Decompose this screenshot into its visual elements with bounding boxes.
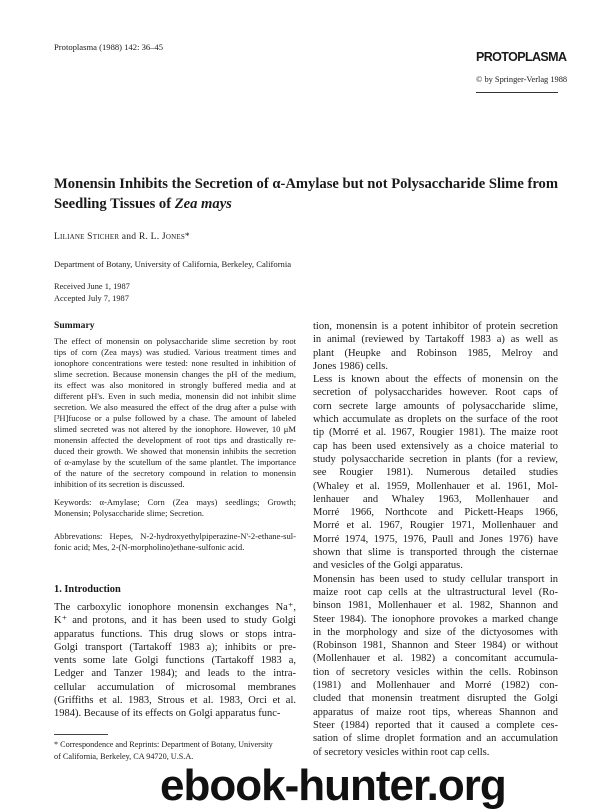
journal-citation: Protoplasma (1988) 142: 36–45 [54, 42, 164, 52]
text-line: Morré 1966, Northcote and Pickett-Heaps 1966, [313, 507, 558, 519]
text-line: * Correspondence and Reprints: Department of Botany, University [54, 740, 273, 749]
text-line: secretion of polysaccharides however. Root caps of [313, 387, 558, 399]
text-line: Steer 1984). The ionophore provokes a marked change [313, 613, 558, 625]
copyright: © by Springer-Verlag 1988 [476, 75, 568, 84]
article-title [54, 174, 558, 214]
text-line: K⁺ and protons, and it has been used to study Golgi [54, 615, 296, 627]
text-line: Steer (1984) reported that it caused a complete ces- [313, 719, 558, 731]
text-line: The effect of monensin on polysaccharide slime secretion by root [54, 336, 296, 346]
title-text: Seedling Tissues of [54, 196, 175, 212]
text-line: vents some late Golgi functions (Tartakoff 1983 a, [54, 655, 296, 667]
affiliation: Department of Botany, University of California, Berkeley, California [54, 259, 292, 269]
keywords [54, 497, 296, 519]
text-line: corn secrete large amounts of polysaccharide slime, [313, 400, 558, 412]
text-line: apparatus of maize root tips, whereas Shannon and [313, 706, 558, 718]
summary-text [54, 336, 296, 490]
text-line: Monensin has been used to study cellular transport in [313, 573, 558, 585]
text-line: lenhauer and Whaley 1963, Mollenhauer and [313, 493, 558, 505]
text-line: Abbrevations: Hepes, N-2-hydroxyethylpiperazine-N'-2-ethane-sul- [54, 531, 296, 541]
author: Liliane Sticher [54, 231, 120, 242]
text-line: fonic acid; Mes, 2-(N-morpholino)ethane-sulfonic acid. [54, 542, 245, 552]
footnote-rule [54, 734, 108, 735]
abbreviations [54, 531, 296, 553]
text-line: (Robinson 1981, Shannon and Steer 1984) or without [313, 640, 558, 652]
text-line: Keywords: α-Amylase; Corn (Zea mays) seedlings; Growth; [54, 497, 296, 507]
text-line: its effect was also monitored in strongly buffered media and at [54, 380, 296, 390]
text-line: of secretory vesicles within root cap cells. [313, 746, 490, 758]
text-line: slimed secreted was not altered by the ionophore. However, 10 μM [54, 424, 296, 434]
text-line: of the nature of the secretory compound in relation to monensin [54, 468, 296, 478]
header-rule [476, 92, 558, 93]
text-line: tip (Morré et al. 1967, Rougier 1981). The maize root [313, 427, 558, 439]
text-line: see Rougier 1981). Numerous detailed studies [313, 467, 558, 479]
text-line: The carboxylic ionophore monensin exchanges Na⁺, [54, 602, 296, 613]
text-line: slime secretion. Because monensin changes the pH of the medium, [54, 369, 296, 379]
text-line: 1984). Because of its effects on Golgi apparatus func- [54, 708, 281, 720]
text-line: shown that slime is transported through the cisternae [313, 547, 558, 559]
text-line: ionophore concentrations were tested: none resulted in inhibition of [54, 358, 296, 368]
text-line: secretion. We also measured the effect of the drug after a pulse with [54, 402, 296, 412]
accepted-date: Accepted July 7, 1987 [54, 294, 129, 303]
text-line: (Whaley et al. 1959, Mollenhauer et al. 1961, Mol- [313, 480, 558, 492]
text-line: duced their growth. We showed that monensin inhibits the secretion [54, 446, 296, 456]
text-line: cluded that monensin treatment disrupted the Golgi [313, 693, 558, 705]
text-line: in the morphology and size of the dictyosomes with [313, 626, 558, 638]
text-line: in animal (reviewed by Tartakoff 1983 a) as well as [313, 334, 558, 346]
text-line: Morré et al. 1967, Rougier 1971, Mollenhauer and [313, 520, 558, 532]
text-line: tion, monensin is a potent inhibitor of protein secretion [313, 321, 558, 332]
text-line: which accumulate as droplets on the surface of the root [313, 414, 558, 426]
text-line: and vesicles of the Golgi apparatus. [313, 560, 463, 572]
text-line: monensin affected the development of root tips and drastically re- [54, 435, 296, 445]
text-line: inhibition of its secretion is discussed. [54, 479, 185, 489]
right-column-text [313, 320, 558, 759]
dates [54, 281, 130, 305]
received-date: Received June 1, 1987 [54, 282, 130, 291]
text-line: different pH's. Even in such media, monensin did not inhibit slime [54, 391, 296, 401]
text-line: Jones 1986) cells. [313, 360, 388, 372]
text-line: tion of secretory vesicles within the cells. Robinson [313, 666, 558, 678]
text-line: (1981) and Mollenhauer and Morré (1982) con- [313, 680, 558, 692]
text-line: Less is known about the effects of monensin on the [313, 374, 558, 386]
text-line: study polysaccharide secretion in plants (for a review, [313, 453, 558, 465]
text-line: sation of slime droplet formation and an accumulation [313, 733, 558, 745]
author-conjunction: and [119, 231, 139, 242]
text-line: maize root cap cells at the ultrastructural level (Ro- [313, 586, 558, 598]
author: R. L. Jones* [138, 231, 190, 242]
text-line: apparatus functions. This drug slows or stops intra- [54, 628, 296, 640]
authors [54, 231, 190, 242]
text-line: tips of corn (Zea mays) was studied. Various treatment times and [54, 347, 296, 357]
text-line: (Mollenhauer et al. 1982) a concomitant accumula- [313, 653, 558, 665]
text-line: of α-amylase by the scutellum of the same plantlet. The importance [54, 457, 296, 467]
text-line: cap has been used extensively as a choice material to [313, 440, 558, 452]
introduction-text [54, 601, 296, 721]
footnote [54, 739, 296, 763]
text-line: cellular accumulation of microsomal membranes [54, 681, 296, 693]
title-line [54, 194, 558, 214]
title-line: Monensin Inhibits the Secretion of α-Amylase but not Polysaccharide Slime from [54, 176, 558, 192]
text-line: binson 1981, Mollenhauer et al. 1982, Shannon and [313, 600, 558, 612]
text-line: plant (Heupke and Robinson 1985, Melroy and [313, 347, 558, 359]
text-line: (Griffiths et al. 1983, Strous et al. 1983, Orci et al. [54, 695, 296, 707]
text-line: Ledger and Tanzer 1984); and leads to the intra- [54, 668, 296, 680]
watermark: ebook-hunter.org [160, 761, 506, 810]
text-line: of California, Berkeley, CA 94720, U.S.A. [54, 752, 194, 761]
journal-logo: PROTOPLASMA [476, 50, 567, 64]
summary-heading: Summary [54, 320, 95, 331]
introduction-heading: 1. Introduction [54, 584, 121, 595]
title-species: Zea mays [174, 196, 232, 212]
text-line: Golgi transport (Tartakoff 1983 a); inhibits or pre- [54, 641, 296, 653]
text-line: [³H]fucose or a pulse followed by a chase. The amount of labeled [54, 413, 296, 423]
text-line: Morré 1974, 1975, 1976, Paull and Jones 1976) have [313, 533, 558, 545]
text-line: Monensin; Polysaccharide slime; Secretion. [54, 508, 205, 518]
